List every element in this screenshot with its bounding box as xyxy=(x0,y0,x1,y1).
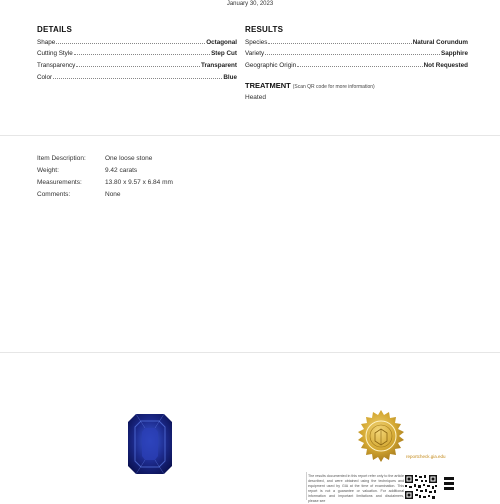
leader-dots xyxy=(268,43,411,44)
details-value: Octagonal xyxy=(206,39,237,46)
leader-dots xyxy=(53,78,222,79)
treatment-heading xyxy=(245,81,375,90)
leader-dots xyxy=(297,66,422,67)
description-value: 9.42 carats xyxy=(105,167,138,174)
description-label: Weight: xyxy=(37,167,59,174)
treatment-title: TREATMENT xyxy=(245,81,291,90)
description-label: Item Description: xyxy=(37,155,86,162)
footer-divider xyxy=(306,472,307,500)
results-label: Variety xyxy=(245,50,265,57)
description-value: 13.80 x 9.57 x 6.84 mm xyxy=(105,179,173,186)
gia-logo-icon xyxy=(442,474,456,494)
leader-dots xyxy=(76,66,200,67)
description-value: None xyxy=(105,191,121,198)
details-value: Transparent xyxy=(200,62,237,69)
leader-dots xyxy=(74,54,210,55)
details-label: Transparency xyxy=(37,62,76,69)
report-check-link[interactable]: reportcheck.gia.edu xyxy=(406,454,446,459)
results-row-variety xyxy=(245,48,468,57)
results-panel xyxy=(0,0,500,136)
details-title: DETAILS xyxy=(37,25,73,34)
results-value: Natural Corundum xyxy=(412,39,468,46)
results-value: Not Requested xyxy=(423,62,468,69)
description-panel xyxy=(0,137,500,353)
description-label: Measurements: xyxy=(37,179,82,186)
details-label: Color xyxy=(37,74,53,81)
results-label: Species xyxy=(245,39,268,46)
details-row-transparency xyxy=(37,60,237,69)
details-row-color xyxy=(37,72,237,81)
description-value: One loose stone xyxy=(105,155,153,162)
details-label: Cutting Style xyxy=(37,50,73,57)
treatment-note: (Scan QR code for more information) xyxy=(292,84,375,90)
details-row-shape xyxy=(37,37,237,46)
details-label: Shape xyxy=(37,39,56,46)
report-date: January 30, 2023 xyxy=(226,1,274,7)
sapphire-stone-image xyxy=(128,414,172,474)
gia-seal-icon xyxy=(355,410,407,462)
leader-dots xyxy=(265,54,440,55)
details-row-cutting-style xyxy=(37,48,237,57)
disclaimer-text: The results documented in this report refer only to the article described, and were obtained using the techniques and equipment used by GIA at the time of examination. This report is not a guarantee or valuation. For additional information and important limitations and disclaimers, please see xyxy=(308,474,404,503)
description-label: Comments: xyxy=(37,191,71,198)
results-row-geographic-origin xyxy=(245,60,468,69)
results-title: RESULTS xyxy=(245,25,284,34)
results-label: Geographic Origin xyxy=(245,62,297,69)
treatment-value: Heated xyxy=(245,94,266,101)
qr-code-icon[interactable] xyxy=(404,474,438,500)
results-row-species xyxy=(245,37,468,46)
leader-dots xyxy=(56,43,205,44)
details-value: Step Cut xyxy=(211,50,237,57)
details-value: Blue xyxy=(223,74,237,81)
results-value: Sapphire xyxy=(441,50,468,57)
